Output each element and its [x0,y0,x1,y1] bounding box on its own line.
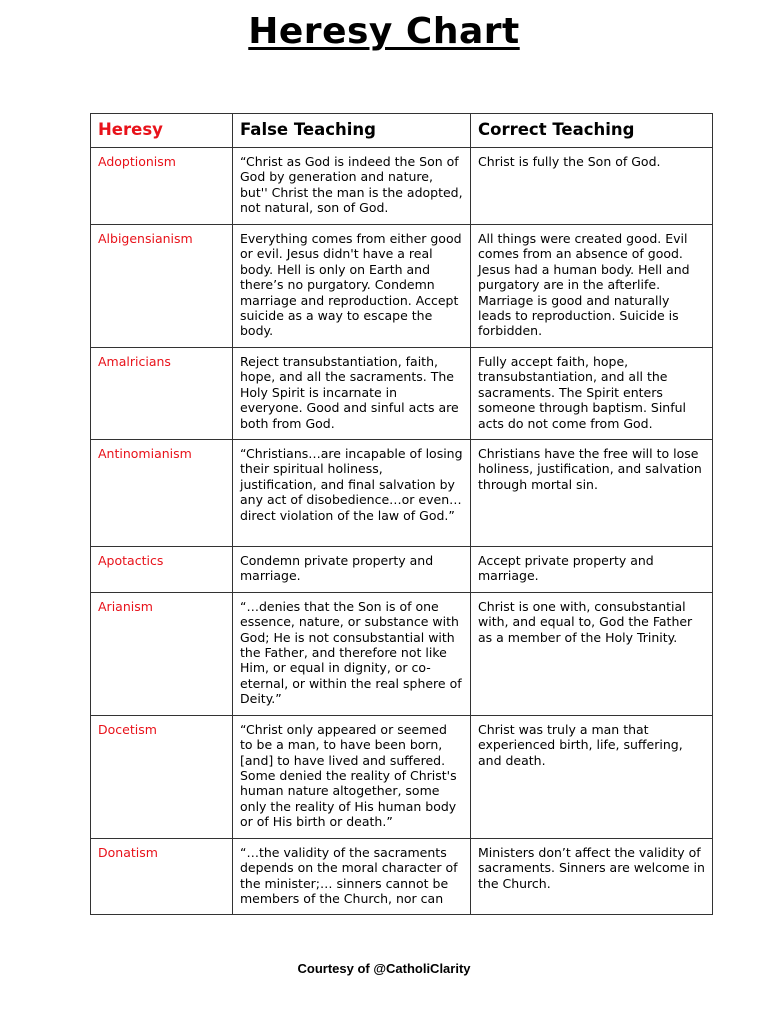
false-teaching-cell: “Christ as God is indeed the Son of God by generation and nature, but'' Christ the man is the adopted, not natural, son of God. [233,148,471,225]
heresy-name: Docetism [91,715,233,838]
correct-teaching-cell: Christ is one with, consubstantial with, and equal to, God the Father as a member of the Holy Trinity. [471,592,713,715]
heresy-name: Donatism [91,838,233,915]
heresy-name: Arianism [91,592,233,715]
correct-teaching-cell: Fully accept faith, hope, transubstantiation, and all the sacraments. The Spirit enters someone through baptism. Sinful acts do not come from God. [471,348,713,440]
correct-teaching-cell: Accept private property and marriage. [471,547,713,593]
false-teaching-cell: Condemn private property and marriage. [233,547,471,593]
false-teaching-cell: Everything comes from either good or evil. Jesus didn't have a real body. Hell is only on Earth and there’s no purgatory. Condemn marriage and reproduction. Accept suicide as a way to escape the body. [233,225,471,348]
table-row [91,715,713,838]
table-row [91,838,713,915]
false-teaching-cell: “Christ only appeared or seemed to be a man, to have been born, [and] to have lived and suffered. Some denied the reality of Christ's human nature altogether, some only the reality of His human body or of His birth or death.” [233,715,471,838]
table-header-row [91,114,713,148]
table-row [91,348,713,440]
column-header-correct-teaching: Correct Teaching [471,114,713,148]
heresy-name: Adoptionism [91,148,233,225]
column-header-heresy: Heresy [91,114,233,148]
heresy-name: Albigensianism [91,225,233,348]
column-header-false-teaching: False Teaching [233,114,471,148]
heresy-name: Apotactics [91,547,233,593]
footer-credit: Courtesy of @CatholiClarity [297,961,471,976]
table-row [91,225,713,348]
heresy-name: Amalricians [91,348,233,440]
correct-teaching-cell: All things were created good. Evil comes from an absence of good. Jesus had a human body. Hell and purgatory are in the afterlife. Marriage is good and naturally leads to reproduction. Suicide is forbidden. [471,225,713,348]
table-row [91,148,713,225]
false-teaching-cell: Reject transubstantiation, faith, hope, and all the sacraments. The Holy Spirit is incarnate in everyone. Good and sinful acts are both from God. [233,348,471,440]
false-teaching-cell: “…the validity of the sacraments depends on the moral character of the minister;… sinners cannot be members of the Church, nor can [233,838,471,915]
false-teaching-cell: “Christians…are incapable of losing their spiritual holiness, justification, and final salvation by any act of disobedience…or even…direct violation of the law of God.” [233,440,471,547]
correct-teaching-cell: Christ is fully the Son of God. [471,148,713,225]
correct-teaching-cell: Christians have the free will to lose holiness, justification, and salvation through mortal sin. [471,440,713,547]
correct-teaching-cell: Ministers don’t affect the validity of sacraments. Sinners are welcome in the Church. [471,838,713,915]
table-row [91,547,713,593]
table-row [91,440,713,547]
heresy-table [90,113,713,915]
heresy-name: Antinomianism [91,440,233,547]
correct-teaching-cell: Christ was truly a man that experienced birth, life, suffering, and death. [471,715,713,838]
page-title: Heresy Chart [248,11,520,52]
table-row [91,592,713,715]
false-teaching-cell: “…denies that the Son is of one essence, nature, or substance with God; He is not consubstantial with the Father, and therefore not like Him, or equal in dignity, or co-eternal, or within the real sphere of Deity.” [233,592,471,715]
